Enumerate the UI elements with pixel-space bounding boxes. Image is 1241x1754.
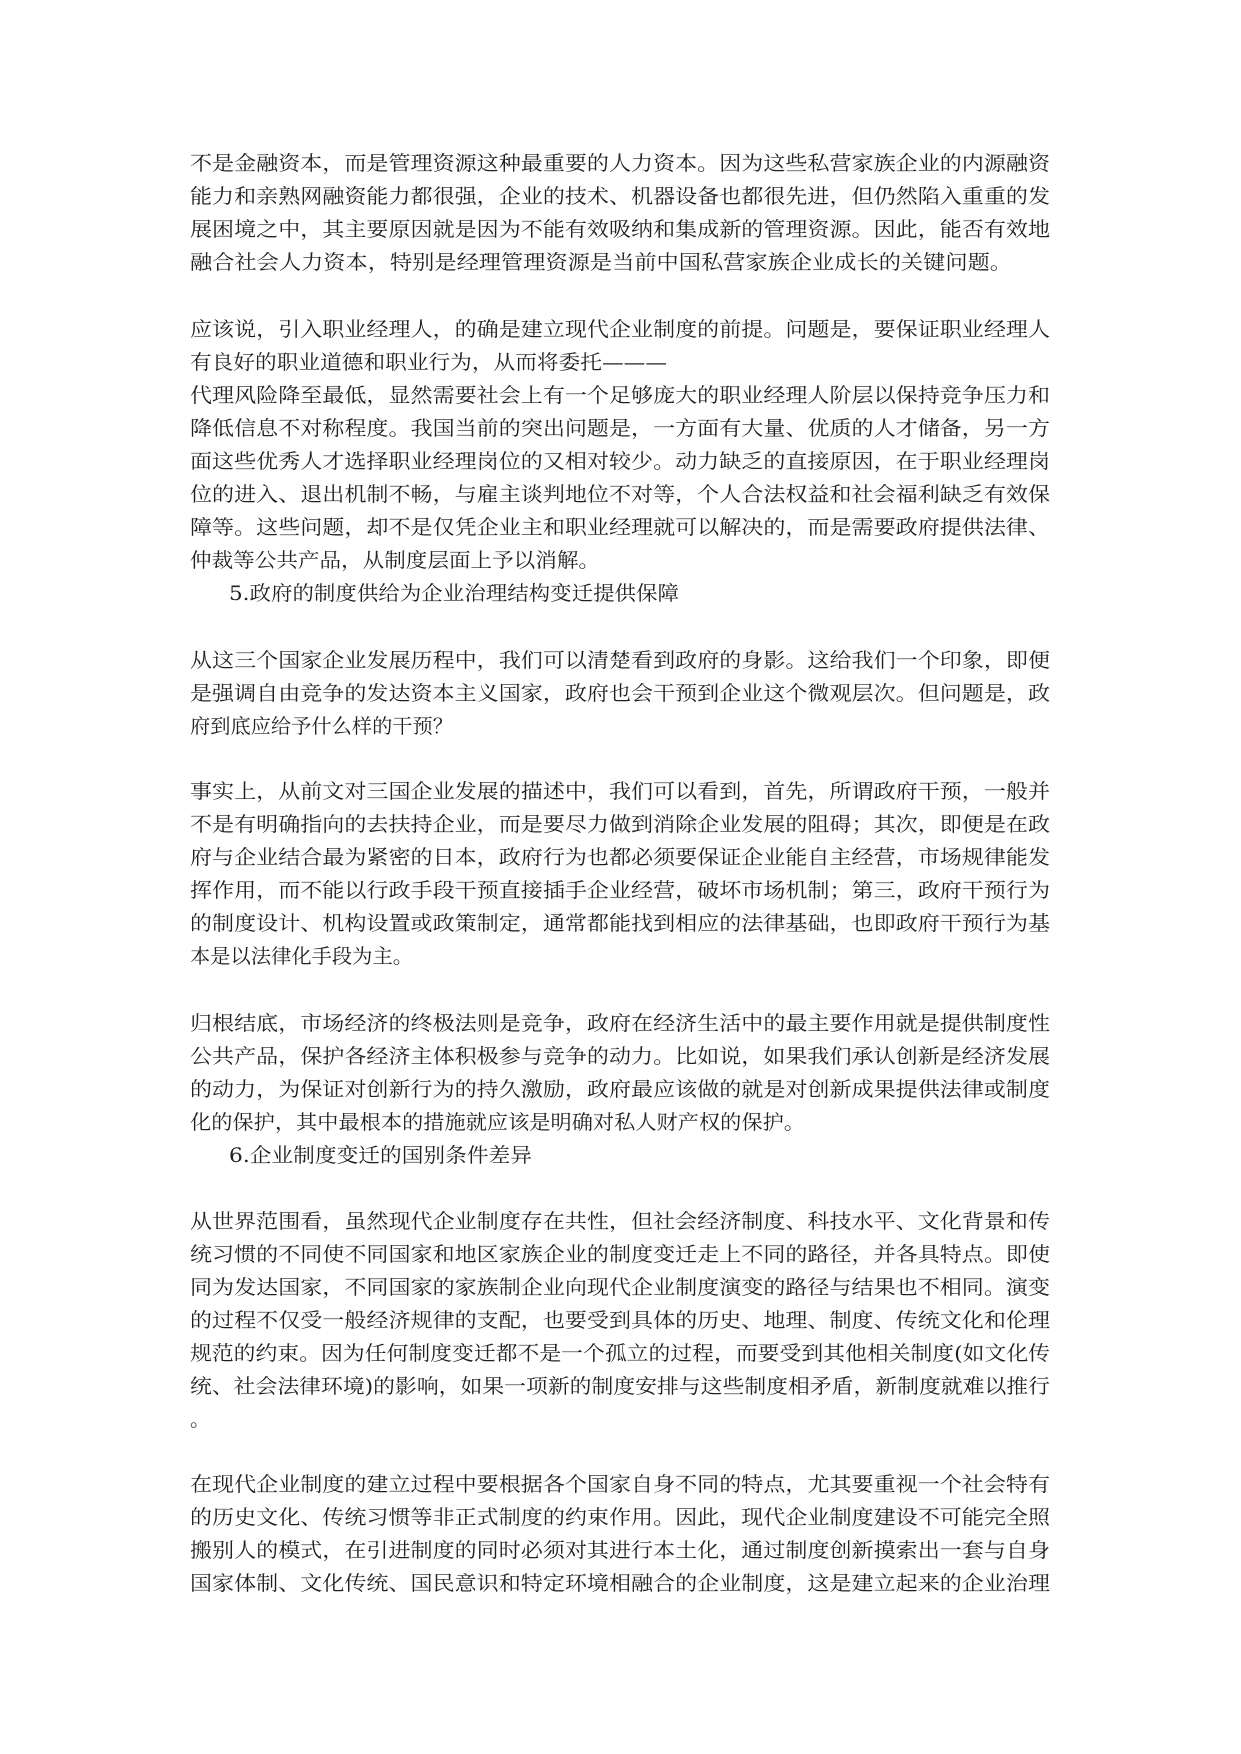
text-line: 从这三个国家企业发展历程中，我们可以清楚看到政府的身影。这给我们一个印象，即便: [190, 648, 1050, 672]
section-heading-6: 6.企业制度变迁的国别条件差异: [229, 1143, 532, 1167]
text-line: 应该说，引入职业经理人，的确是建立现代企业制度的前提。问题是，要保证职业经理人: [190, 317, 1050, 341]
text-line: 障等。这些问题，却不是仅凭企业主和职业经理就可以解决的，而是需要政府提供法律、: [190, 515, 1050, 539]
text-line: 不是金融资本，而是管理资源这种最重要的人力资本。因为这些私营家族企业的内源融资: [190, 151, 1052, 175]
text-line: 不是有明确指向的去扶持企业，而是要尽力做到消除企业发展的阻碍；其次，即便是在政: [190, 812, 1050, 836]
text-line: 有良好的职业道德和职业行为，从而将委托———: [190, 350, 667, 374]
text-line: 代理风险降至最低，显然需要社会上有一个足够庞大的职业经理人阶层以保持竞争压力和: [190, 383, 1050, 407]
text-line: 归根结底，市场经济的终极法则是竞争，政府在经济生活中的最主要作用就是提供制度性: [190, 1011, 1050, 1035]
text-line: 的过程不仅受一般经济规律的支配，也要受到具体的历史、地理、制度、传统文化和伦理: [190, 1308, 1050, 1332]
text-line: 同为发达国家，不同国家的家族制企业向现代企业制度演变的路径与结果也不相同。演变: [190, 1275, 1050, 1299]
text-line: 能力和亲熟网融资能力都很强，企业的技术、机器设备也都很先进，但仍然陷入重重的发: [190, 184, 1050, 208]
text-line: 事实上，从前文对三国企业发展的描述中，我们可以看到，首先，所谓政府干预，一般并: [190, 779, 1050, 803]
text-line: 降低信息不对称程度。我国当前的突出问题是，一方面有大量、优质的人才储备，另一方: [190, 416, 1050, 440]
text-line: 化的保护，其中最根本的措施就应该是明确对私人财产权的保护。: [190, 1110, 805, 1134]
text-line: 从世界范围看，虽然现代企业制度存在共性，但社会经济制度、科技水平、文化背景和传: [190, 1209, 1050, 1233]
text-line: 规范的约束。因为任何制度变迁都不是一个孤立的过程，而要受到其他相关制度(如文化传: [190, 1341, 1050, 1365]
section-heading-5: 5.政府的制度供给为企业治理结构变迁提供保障: [229, 581, 679, 605]
paragraph-4: [190, 779, 1050, 968]
text-line: 的历史文化、传统习惯等非正式制度的约束作用。因此，现代企业制度建设不可能完全照: [190, 1505, 1052, 1529]
text-line: 融合社会人力资本，特别是经理管理资源是当前中国私营家族企业成长的关键问题。: [190, 250, 1012, 274]
text-line: 是强调自由竞争的发达资本主义国家，政府也会干预到企业这个微观层次。但问题是，政: [190, 681, 1050, 705]
text-line: 面这些优秀人才选择职业经理岗位的又相对较少。动力缺乏的直接原因，在于职业经理岗: [190, 449, 1050, 473]
text-line: 国家体制、文化传统、国民意识和特定环境相融合的企业制度，这是建立起来的企业治理: [190, 1571, 1050, 1595]
text-line: 仲裁等公共产品，从制度层面上予以消解。: [190, 548, 600, 572]
text-line: 位的进入、退出机制不畅，与雇主谈判地位不对等，个人合法权益和社会福利缺乏有效保: [190, 482, 1050, 506]
text-line: 。: [190, 1407, 210, 1431]
text-line: 府到底应给予什么样的干预？: [190, 714, 453, 738]
paragraph-5: [190, 1011, 1050, 1134]
text-line: 本是以法律化手段为主。: [190, 944, 413, 968]
text-line: 搬别人的模式，在引进制度的同时必须对其进行本土化，通过制度创新摸索出一套与自身: [190, 1538, 1050, 1562]
text-line: 的制度设计、机构设置或政策制定，通常都能找到相应的法律基础，也即政府干预行为基: [190, 911, 1050, 935]
text-line: 挥作用，而不能以行政手段干预直接插手企业经营，破坏市场机制；第三，政府干预行为: [190, 878, 1050, 902]
text-line: 公共产品，保护各经济主体积极参与竞争的动力。比如说，如果我们承认创新是经济发展: [190, 1044, 1050, 1068]
paragraph-3: [190, 648, 1050, 738]
text-line: 统习惯的不同使不同国家和地区家族企业的制度变迁走上不同的路径，并各具特点。即使: [190, 1242, 1050, 1266]
paragraph-2: [190, 317, 1050, 572]
paragraph-6: [190, 1209, 1050, 1431]
text-line: 在现代企业制度的建立过程中要根据各个国家自身不同的特点，尤其要重视一个社会特有: [190, 1472, 1050, 1496]
text-line: 统、社会法律环境)的影响，如果一项新的制度安排与这些制度相矛盾，新制度就难以推行: [190, 1374, 1050, 1398]
text-line: 展困境之中，其主要原因就是因为不能有效吸纳和集成新的管理资源。因此，能否有效地: [190, 217, 1050, 241]
text-line: 府与企业结合最为紧密的日本，政府行为也都必须要保证企业能自主经营，市场规律能发: [190, 845, 1050, 869]
text-line: 的动力，为保证对创新行为的持久激励，政府最应该做的就是对创新成果提供法律或制度: [190, 1077, 1050, 1101]
paragraph-1: [190, 151, 1051, 274]
paragraph-7: [190, 1472, 1051, 1595]
